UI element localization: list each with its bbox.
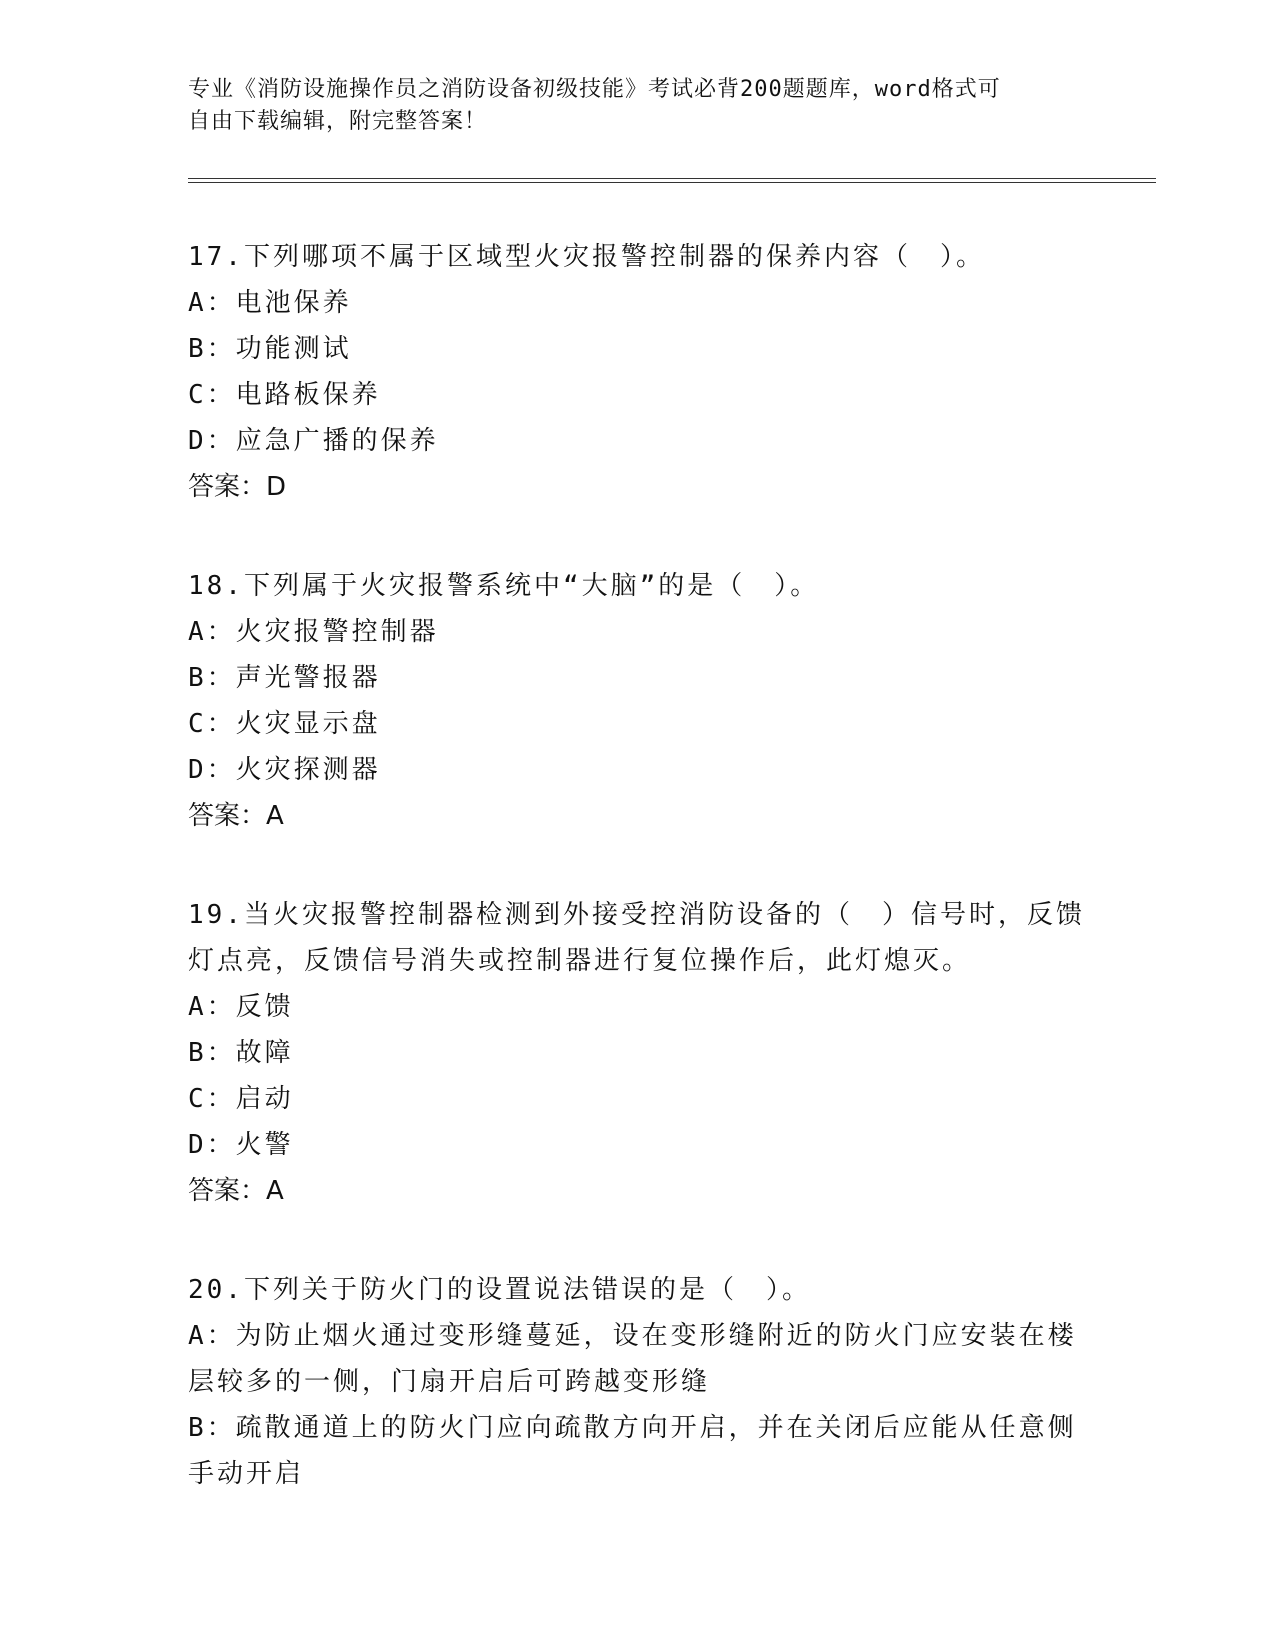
option-b: B：疏散通道上的防火门应向疏散方向开启，并在关闭后应能从任意侧 (188, 1413, 1077, 1443)
option-d: D：应急广播的保养 (188, 426, 439, 456)
document-header (188, 74, 1088, 138)
question-17 (188, 234, 1088, 510)
option-c: C：火灾显示盘 (188, 709, 381, 739)
question-stem: 17.下列哪项不属于区域型火灾报警控制器的保养内容（ ）。 (188, 242, 985, 272)
question-stem: 20.下列关于防火门的设置说法错误的是（ ）。 (188, 1275, 811, 1305)
answer: 答案：A (188, 801, 284, 831)
header-line: 专业《消防设施操作员之消防设备初级技能》考试必背200题题库，word格式可 (188, 77, 1001, 102)
header-line: 自由下载编辑，附完整答案！ (188, 109, 488, 134)
option-d: D：火警 (188, 1130, 294, 1160)
question-20 (188, 1267, 1088, 1497)
answer: 答案：A (188, 1176, 284, 1206)
question-list (188, 234, 1088, 1550)
option-b: B：故障 (188, 1038, 294, 1068)
header-divider (188, 178, 1156, 183)
option-d: D：火灾探测器 (188, 755, 381, 785)
option-a: 层较多的一侧，门扇开启后可跨越变形缝 (188, 1367, 711, 1397)
option-b: B：声光警报器 (188, 663, 381, 693)
question-19 (188, 892, 1088, 1214)
question-stem: 灯点亮，反馈信号消失或控制器进行复位操作后，此灯熄灭。 (188, 946, 972, 976)
option-a: A：反馈 (188, 992, 294, 1022)
option-c: C：启动 (188, 1084, 294, 1114)
option-a: A：电池保养 (188, 288, 352, 318)
option-b: 手动开启 (188, 1459, 305, 1489)
option-a: A：为防止烟火通过变形缝蔓延，设在变形缝附近的防火门应安装在楼 (188, 1321, 1077, 1351)
question-18 (188, 563, 1088, 839)
question-stem: 19.当火灾报警控制器检测到外接受控消防设备的（ ）信号时，反馈 (188, 900, 1085, 930)
option-a: A：火灾报警控制器 (188, 617, 439, 647)
option-c: C：电路板保养 (188, 380, 381, 410)
option-b: B：功能测试 (188, 334, 352, 364)
answer: 答案：D (188, 472, 287, 502)
question-stem: 18.下列属于火灾报警系统中“大脑”的是（ ）。 (188, 571, 820, 601)
